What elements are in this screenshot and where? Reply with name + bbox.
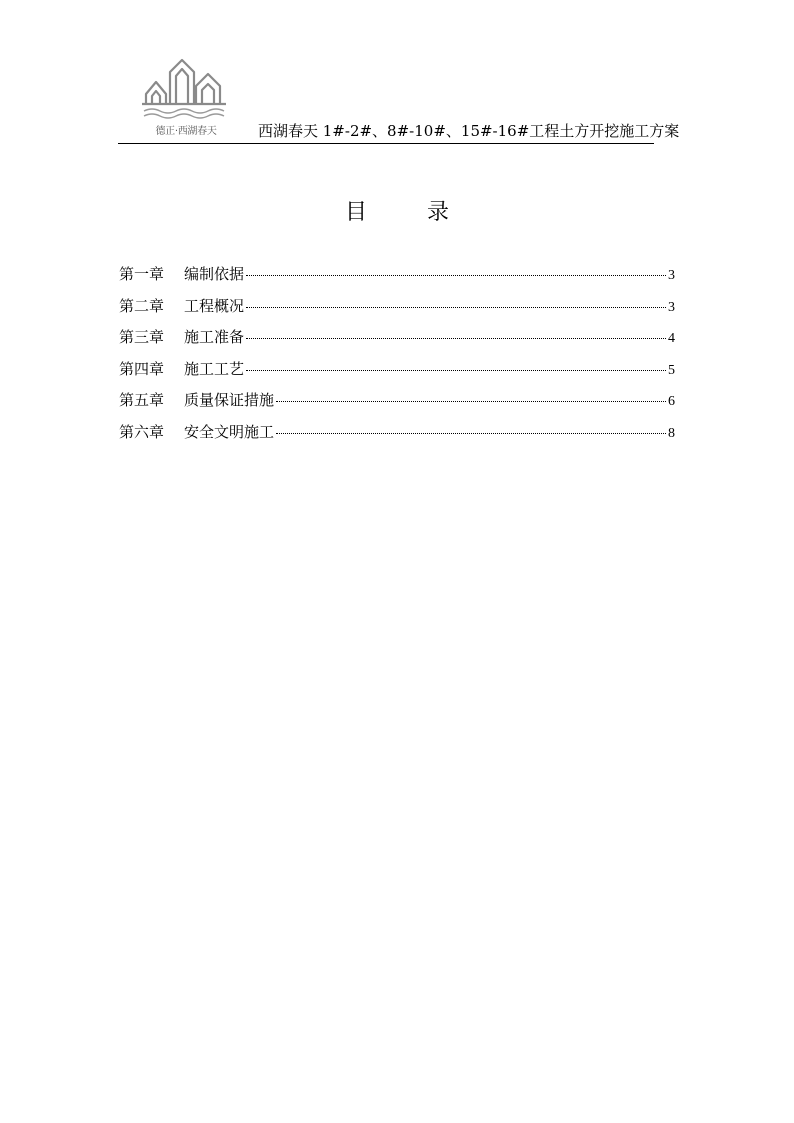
toc-page-number: 5 bbox=[668, 362, 675, 378]
toc-chapter-number: 第二章 bbox=[119, 296, 165, 315]
toc-chapter-title: 施工工艺 bbox=[184, 359, 245, 378]
toc-page-number: 4 bbox=[668, 331, 675, 346]
toc-chapter-number: 第一章 bbox=[119, 265, 165, 283]
toc-leader-dots bbox=[246, 307, 666, 308]
toc-chapter-title: 施工准备 bbox=[184, 328, 245, 346]
document-header-title: 西湖春天 1#-2#、8#-10#、15#-16#工程土方开挖施工方案 bbox=[258, 122, 680, 140]
header-divider bbox=[118, 143, 654, 144]
toc-entry[interactable] bbox=[119, 358, 675, 390]
toc-chapter-number: 第六章 bbox=[119, 422, 165, 441]
toc-entry[interactable] bbox=[119, 326, 675, 358]
toc-entry[interactable] bbox=[119, 421, 675, 453]
toc-chapter-title: 工程概况 bbox=[184, 296, 245, 315]
toc-page-number: 8 bbox=[668, 425, 675, 441]
company-logo bbox=[140, 56, 232, 140]
logo-caption: 德正·西湖春天 bbox=[155, 126, 217, 137]
toc-leader-dots bbox=[246, 370, 666, 371]
toc-leader-dots bbox=[246, 275, 666, 276]
toc-chapter-number: 第四章 bbox=[119, 359, 165, 378]
toc-entry[interactable] bbox=[119, 263, 675, 295]
toc-entry[interactable] bbox=[119, 295, 675, 327]
toc-chapter-number: 第五章 bbox=[119, 391, 165, 409]
toc-leader-dots bbox=[276, 401, 666, 402]
toc-chapter-title: 质量保证措施 bbox=[184, 391, 275, 409]
toc-entry[interactable] bbox=[119, 389, 675, 421]
toc-chapter-number: 第三章 bbox=[119, 328, 165, 346]
toc-page-number: 3 bbox=[668, 268, 675, 283]
toc-page-number: 3 bbox=[668, 299, 675, 315]
table-of-contents bbox=[119, 263, 675, 452]
toc-leader-dots bbox=[276, 433, 666, 434]
toc-heading-left: 目 bbox=[344, 200, 367, 225]
toc-page-number: 6 bbox=[668, 394, 675, 409]
toc-heading-right: 录 bbox=[427, 200, 450, 225]
toc-heading bbox=[0, 195, 794, 226]
toc-leader-dots bbox=[246, 338, 666, 339]
toc-chapter-title: 安全文明施工 bbox=[184, 422, 275, 441]
buildings-logo-icon bbox=[140, 56, 232, 120]
toc-chapter-title: 编制依据 bbox=[184, 265, 245, 283]
